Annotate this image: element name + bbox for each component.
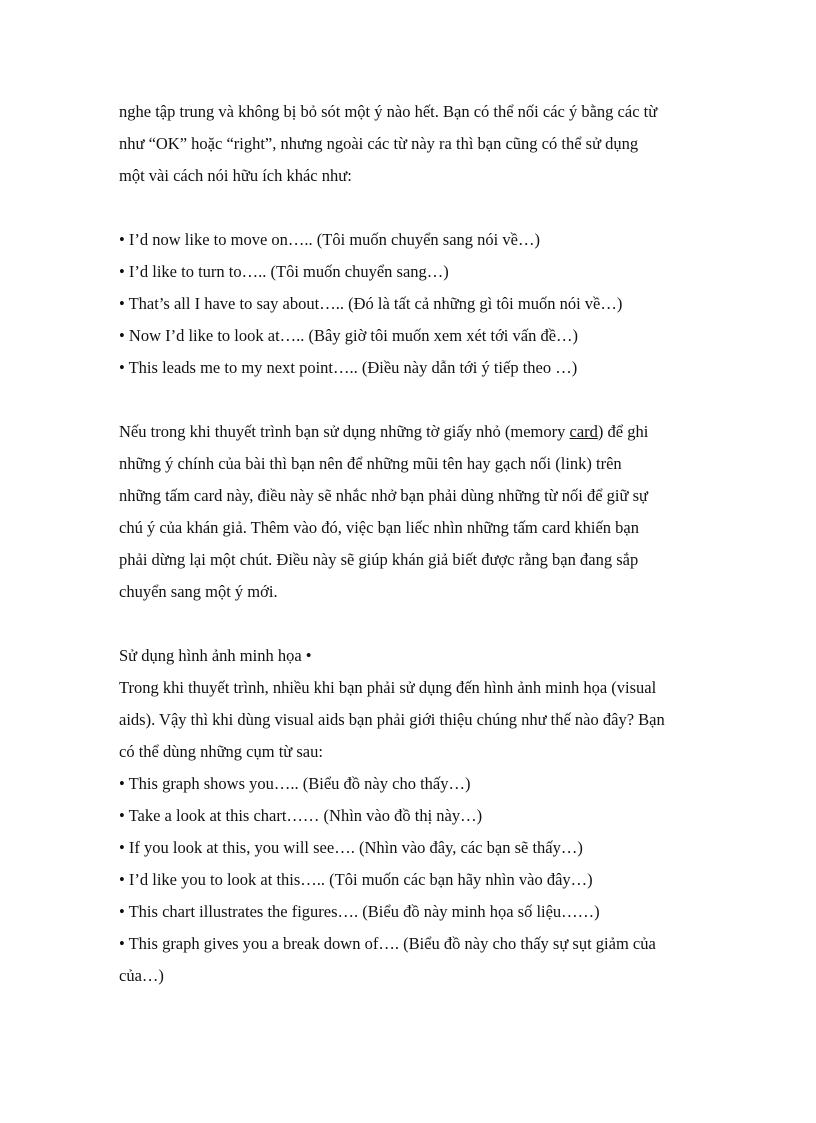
list-item: • That’s all I have to say about….. (Đó là tất cả những gì tôi muốn nói về…)	[119, 294, 623, 313]
paragraph-line: có thể dùng những cụm từ sau:	[119, 742, 323, 761]
list-item: • This graph shows you….. (Biểu đồ này cho thấy…)	[119, 774, 471, 793]
visual-aids-section	[119, 640, 719, 992]
text-segment: ) để ghi	[597, 422, 649, 441]
paragraph-line: chuyển sang một ý mới.	[119, 582, 278, 601]
list-item-continuation: của…)	[119, 966, 164, 985]
list-item: • Take a look at this chart…… (Nhìn vào đồ thị này…)	[119, 806, 483, 825]
list-item: • Now I’d like to look at….. (Bây giờ tôi muốn xem xét tới vấn đề…)	[119, 326, 579, 345]
list-item: • I’d like to turn to….. (Tôi muốn chuyển sang…)	[119, 262, 449, 281]
paragraph-line: phải dừng lại một chút. Điều này sẽ giúp khán giả biết được rằng bạn đang sắp	[119, 550, 639, 569]
paragraph-line	[119, 416, 719, 448]
memory-card-paragraph	[119, 416, 719, 608]
section-heading: Sử dụng hình ảnh minh họa •	[119, 646, 312, 665]
list-item: • I’d now like to move on….. (Tôi muốn chuyển sang nói về…)	[119, 230, 540, 249]
paragraph-line: nghe tập trung và không bị bỏ sót một ý nào hết. Bạn có thể nối các ý bằng các từ	[119, 102, 658, 121]
text-segment: Nếu trong khi thuyết trình bạn sử dụng những tờ giấy nhỏ (memory	[119, 422, 570, 441]
paragraph-line: những ý chính của bài thì bạn nên để những mũi tên hay gạch nối (link) trên	[119, 454, 622, 473]
paragraph-line: như “OK” hoặc “right”, nhưng ngoài các từ này ra thì bạn cũng có thể sử dụng	[119, 134, 639, 153]
list-item: • This graph gives you a break down of…. (Biểu đồ này cho thấy sự sụt giảm của	[119, 934, 656, 953]
card-link[interactable]: card	[569, 422, 598, 441]
paragraph-line: một vài cách nói hữu ích khác như:	[119, 166, 352, 185]
paragraph-line: những tấm card này, điều này sẽ nhắc nhở bạn phải dùng những từ nối để giữ sự	[119, 486, 648, 505]
paragraph-line: aids). Vậy thì khi dùng visual aids bạn phải giới thiệu chúng như thế nào đây? Bạn	[119, 710, 665, 729]
paragraph-line: chú ý của khán giả. Thêm vào đó, việc bạn liếc nhìn những tấm card khiến bạn	[119, 518, 639, 537]
paragraph-line: Trong khi thuyết trình, nhiều khi bạn phải sử dụng đến hình ảnh minh họa (visual	[119, 678, 657, 697]
intro-paragraph	[119, 96, 719, 192]
list-item: • This chart illustrates the figures…. (Biểu đồ này minh họa số liệu……)	[119, 902, 600, 921]
list-item: • If you look at this, you will see…. (Nhìn vào đây, các bạn sẽ thấy…)	[119, 838, 583, 857]
list-item: • This leads me to my next point….. (Điều này dẫn tới ý tiếp theo …)	[119, 358, 578, 377]
list-item: • I’d like you to look at this….. (Tôi muốn các bạn hãy nhìn vào đây…)	[119, 870, 593, 889]
transition-phrases-list	[119, 224, 719, 384]
